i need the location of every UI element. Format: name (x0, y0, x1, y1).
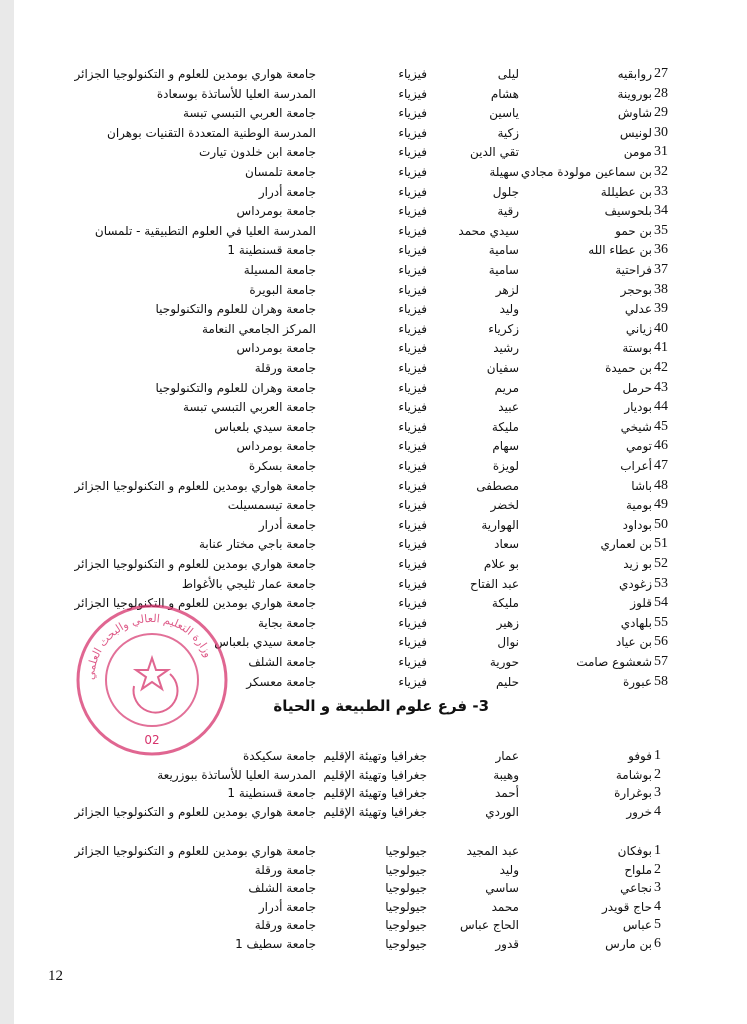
table-row (14, 260, 747, 280)
institution: جامعة المسيلة (243, 263, 316, 277)
department: فيزياء (398, 635, 427, 650)
last-name: بن حميدة (605, 361, 652, 375)
row-number: 34 (654, 203, 668, 219)
institution: جامعة قسنطينة 1 (227, 786, 316, 800)
table-row (14, 123, 747, 143)
first-name: حورية (489, 655, 519, 669)
page-number: 12 (48, 968, 63, 984)
emblem-icon (134, 658, 178, 713)
last-name: بومية (625, 498, 652, 513)
last-name: بو زيد (623, 557, 652, 571)
department: فيزياء (398, 380, 427, 395)
department: فيزياء (398, 459, 427, 473)
row-number: 3 (654, 785, 661, 800)
table-row (14, 574, 747, 594)
table-row (14, 417, 747, 437)
last-name: قلوز (630, 596, 652, 611)
row-number: 43 (654, 379, 668, 395)
department: جغرافيا وتهيئة الإقليم (323, 767, 427, 782)
last-name: بوفكان (617, 844, 652, 858)
institution: جامعة هواري بومدين للعلوم و التكنولوجيا الجزائر (74, 804, 316, 819)
department: فيزياء (398, 400, 427, 415)
department: جيولوجيا (385, 918, 427, 932)
row-number: 49 (654, 497, 668, 513)
row-number: 54 (654, 595, 668, 611)
last-name: بن سماعين مولودة مجادي (520, 165, 652, 179)
department: فيزياء (398, 498, 427, 513)
first-name: محمد (491, 899, 519, 914)
first-name: قدور (495, 936, 519, 951)
department: جغرافيا وتهيئة الإقليم (323, 786, 427, 800)
department: جيولوجيا (385, 844, 427, 858)
last-name: ملواح (624, 862, 652, 877)
last-name: بن حمو (615, 223, 652, 238)
institution: جامعة بومرداس (236, 204, 316, 219)
last-name: زغودي (618, 576, 652, 591)
row-number: 56 (654, 634, 668, 650)
first-name: عبد الفتاح (470, 576, 519, 591)
first-name: سهيلة (489, 165, 519, 179)
first-name: الهوارية (481, 517, 519, 532)
institution: جامعة البويرة (249, 282, 316, 297)
table-row (14, 878, 747, 898)
first-name: لويزة (492, 459, 519, 473)
institution: جامعة سطيف 1 (235, 936, 316, 951)
row-number: 53 (654, 575, 668, 591)
last-name: روابقيه (617, 67, 652, 81)
row-number: 27 (654, 66, 668, 81)
institution: جامعة ورقلة (254, 918, 316, 932)
last-name: بوغرارة (614, 786, 652, 800)
last-name: بلهادي (620, 615, 652, 630)
first-name: مليكة (491, 596, 519, 611)
row-number: 46 (654, 438, 668, 454)
first-name: ياسين (489, 106, 519, 121)
stamp-text: وزارة التعليم العالي والبحث العلمي (83, 611, 215, 681)
department: فيزياء (398, 478, 427, 493)
row-number: 36 (654, 242, 668, 258)
first-name: رشيد (493, 341, 519, 356)
last-name: زياني (625, 321, 652, 336)
institution: جامعة سكيكدة (242, 749, 316, 763)
table-row (14, 841, 747, 861)
department: فيزياء (398, 517, 427, 532)
row-number: 2 (654, 766, 661, 782)
department: فيزياء (398, 557, 427, 571)
table-row (14, 338, 747, 358)
first-name: وليد (499, 862, 519, 877)
department: فيزياء (398, 439, 427, 454)
first-name: هشام (490, 86, 519, 101)
table-row (14, 319, 747, 339)
institution: جامعة هواري بومدين للعلوم و التكنولوجيا الجزائر (74, 844, 316, 858)
first-name: مصطفى (476, 478, 519, 493)
last-name: بن عياد (615, 635, 652, 650)
row-number: 41 (654, 340, 668, 356)
institution: المدرسة الوطنية المتعددة التقنيات بوهران (107, 125, 316, 140)
row-number: 28 (654, 85, 668, 101)
document-page (14, 0, 747, 1024)
institution: جامعة باجي مختار عنابة (198, 537, 316, 552)
stamp-number: 02 (144, 733, 160, 747)
department: فيزياء (398, 204, 427, 219)
row-number: 48 (654, 477, 668, 493)
institution: جامعة أدرار (258, 899, 316, 914)
institution: جامعة سيدي بلعباس (214, 635, 316, 650)
row-number: 47 (654, 458, 668, 473)
row-number: 50 (654, 516, 668, 532)
table-row (14, 299, 747, 319)
institution: جامعة هواري بومدين للعلوم و التكنولوجيا الجزائر (74, 557, 316, 571)
institution: جامعة ورقلة (254, 361, 316, 375)
institution: جامعة أدرار (258, 517, 316, 532)
table-row (14, 142, 747, 162)
first-name: زهير (496, 615, 519, 630)
department: فيزياء (398, 302, 427, 317)
row-number: 3 (654, 880, 661, 895)
first-name: لخضر (490, 498, 519, 513)
department: فيزياء (398, 145, 427, 160)
first-name: وهيبة (493, 767, 519, 782)
last-name: بن لعماري (600, 537, 652, 552)
scan-edge (0, 0, 14, 1024)
last-name: فوفو (628, 749, 652, 763)
first-name: سفيان (486, 361, 519, 375)
row-number: 32 (654, 164, 668, 179)
table-row (14, 397, 747, 417)
institution: جامعة أدرار (258, 184, 316, 199)
table-row (14, 162, 747, 182)
table-row (14, 495, 747, 515)
last-name: بوديار (624, 400, 652, 415)
table-row (14, 802, 747, 822)
institution: جامعة الشلف (248, 881, 316, 895)
first-name: حليم (496, 674, 519, 689)
institution: جامعة وهران للعلوم والتكنولوجيا (155, 380, 316, 395)
row-number: 4 (654, 898, 661, 914)
institution: المدرسة العليا للأساتذة بوسعادة (156, 86, 316, 101)
row-number: 37 (654, 262, 668, 277)
table-row (14, 64, 747, 84)
institution: المركز الجامعي النعامة (201, 321, 316, 336)
last-name: بن عطاء الله (588, 243, 652, 258)
table-row (14, 436, 747, 456)
department: فيزياء (398, 596, 427, 611)
last-name: مومن (623, 145, 652, 160)
table-row (14, 534, 747, 554)
table-row (14, 765, 747, 785)
institution: جامعة ابن خلدون تيارت (199, 145, 316, 160)
institution: جامعة قسنطينة 1 (227, 243, 316, 258)
table-row (14, 103, 747, 123)
last-name: بلحوسيف (604, 204, 652, 219)
table-row (14, 84, 747, 104)
institution: جامعة هواري بومدين للعلوم و التكنولوجيا الجزائر (74, 67, 316, 81)
last-name: شاوش (617, 106, 652, 121)
first-name: لزهر (495, 282, 519, 297)
table-row (14, 476, 747, 496)
department: فيزياء (398, 361, 427, 375)
table-row (14, 456, 747, 476)
department: فيزياء (398, 576, 427, 591)
first-name: وليد (499, 302, 519, 317)
department: فيزياء (398, 125, 427, 140)
last-name: حاج قويدر (601, 899, 652, 914)
table-row (14, 221, 747, 241)
last-name: تومي (626, 439, 652, 454)
last-name: بوحجر (620, 282, 652, 297)
department: فيزياء (398, 223, 427, 238)
first-name: سهام (492, 439, 519, 454)
last-name: أعراب (620, 459, 652, 473)
first-name: عبد المجيد (466, 844, 519, 858)
table-row (14, 378, 747, 398)
last-name: لونيس (619, 125, 652, 140)
department: فيزياء (398, 263, 427, 277)
row-number: 44 (654, 399, 668, 415)
table-row (14, 934, 747, 954)
table-row (14, 915, 747, 935)
row-number: 31 (654, 144, 668, 160)
first-name: مريم (494, 380, 519, 395)
institution: جامعة بجاية (257, 615, 316, 630)
last-name: حرمل (622, 380, 652, 395)
institution: جامعة العربي التبسي تبسة (183, 106, 316, 121)
first-name: الوردي (485, 804, 519, 819)
last-name: بوستة (622, 341, 652, 356)
last-name: خرور (626, 804, 652, 819)
institution: جامعة معسكر (246, 674, 316, 689)
first-name: الحاج عباس (459, 918, 519, 932)
table-row (14, 515, 747, 535)
last-name: عدلي (624, 302, 652, 317)
department: فيزياء (398, 282, 427, 297)
department: جيولوجيا (385, 881, 427, 895)
table-row (14, 783, 747, 803)
last-name: نجاعي (620, 881, 652, 895)
department: فيزياء (398, 341, 427, 356)
first-name: جلول (492, 184, 519, 199)
department: فيزياء (398, 537, 427, 552)
institution: جامعة وهران للعلوم والتكنولوجيا (155, 302, 316, 317)
department: جيولوجيا (385, 862, 427, 877)
institution: المدرسة العليا للأساتذة ببوزريعة (157, 767, 316, 782)
first-name: تقي الدين (470, 145, 519, 160)
first-name: بو علام (483, 557, 519, 571)
department: جغرافيا وتهيئة الإقليم (323, 749, 427, 763)
first-name: رقية (497, 204, 519, 219)
first-name: سامية (488, 243, 519, 258)
table-row (14, 358, 747, 378)
row-number: 33 (654, 183, 668, 199)
institution: جامعة عمار ثليجي بالأغواط (181, 576, 316, 591)
row-number: 39 (654, 301, 668, 317)
department: فيزياء (398, 419, 427, 434)
table-row (14, 554, 747, 574)
last-name: بن عطيللة (600, 184, 652, 199)
department: فيزياء (398, 615, 427, 630)
institution: جامعة بسكرة (248, 459, 316, 473)
last-name: باشا (631, 478, 652, 493)
table-row (14, 240, 747, 260)
section-heading: 3- فرع علوم الطبيعة و الحياة (273, 697, 489, 715)
first-name: سامية (488, 263, 519, 277)
table-row (14, 280, 747, 300)
last-name: عباس (622, 918, 652, 932)
institution: جامعة الشلف (248, 655, 316, 669)
institution: جامعة هواري بومدين للعلوم و التكنولوجيا الجزائر (74, 596, 316, 611)
department: فيزياء (398, 321, 427, 336)
department: فيزياء (398, 106, 427, 121)
last-name: عبورة (622, 674, 652, 689)
row-number: 58 (654, 673, 668, 689)
department: فيزياء (398, 86, 427, 101)
institution: جامعة بومرداس (236, 439, 316, 454)
row-number: 4 (654, 803, 661, 819)
row-number: 55 (654, 614, 668, 630)
first-name: مليكة (491, 419, 519, 434)
institution: جامعة سيدي بلعباس (214, 419, 316, 434)
first-name: نوال (497, 635, 519, 650)
row-number: 1 (654, 843, 661, 858)
row-number: 51 (654, 536, 668, 552)
first-name: أحمد (495, 786, 519, 800)
row-number: 40 (654, 320, 668, 336)
department: فيزياء (398, 184, 427, 199)
institution: جامعة تيسمسيلت (227, 498, 316, 513)
first-name: زكرياء (488, 321, 519, 336)
first-name: ساسي (485, 881, 519, 895)
last-name: بوداود (622, 517, 652, 532)
institution: جامعة تلمسان (245, 165, 316, 179)
official-stamp (72, 600, 232, 760)
first-name: سيدي محمد (458, 223, 519, 238)
department: جيولوجيا (385, 936, 427, 951)
row-number: 35 (654, 222, 668, 238)
row-number: 30 (654, 124, 668, 140)
row-number: 1 (654, 748, 661, 763)
row-number: 52 (654, 556, 668, 571)
table-row (14, 182, 747, 202)
last-name: بوروينة (617, 86, 652, 101)
row-number: 6 (654, 935, 661, 951)
institution: المدرسة العليا في العلوم التطبيقية - تلمسان (94, 223, 316, 238)
department: فيزياء (398, 655, 427, 669)
table-row (14, 897, 747, 917)
first-name: زكية (497, 125, 519, 140)
first-name: عمار (495, 749, 519, 763)
row-number: 38 (654, 281, 668, 297)
last-name: شيخي (620, 419, 652, 434)
last-name: شعشوع صامت (576, 655, 652, 669)
table-row (14, 201, 747, 221)
last-name: بوشامة (615, 767, 652, 782)
institution: جامعة هواري بومدين للعلوم و التكنولوجيا الجزائر (74, 478, 316, 493)
department: فيزياء (398, 674, 427, 689)
department: جغرافيا وتهيئة الإقليم (323, 804, 427, 819)
institution: جامعة بومرداس (236, 341, 316, 356)
institution: جامعة العربي التبسي تبسة (183, 400, 316, 415)
first-name: ليلى (497, 67, 519, 81)
institution: جامعة ورقلة (254, 862, 316, 877)
table-row (14, 860, 747, 880)
row-number: 57 (654, 654, 668, 669)
row-number: 5 (654, 917, 661, 932)
row-number: 29 (654, 105, 668, 121)
department: جيولوجيا (385, 899, 427, 914)
department: فيزياء (398, 165, 427, 179)
first-name: سعاد (494, 537, 519, 552)
department: فيزياء (398, 67, 427, 81)
first-name: عبيد (498, 400, 519, 415)
department: فيزياء (398, 243, 427, 258)
last-name: بن مارس (605, 936, 652, 951)
row-number: 42 (654, 360, 668, 375)
last-name: فراحتية (615, 263, 652, 277)
row-number: 45 (654, 418, 668, 434)
row-number: 2 (654, 861, 661, 877)
